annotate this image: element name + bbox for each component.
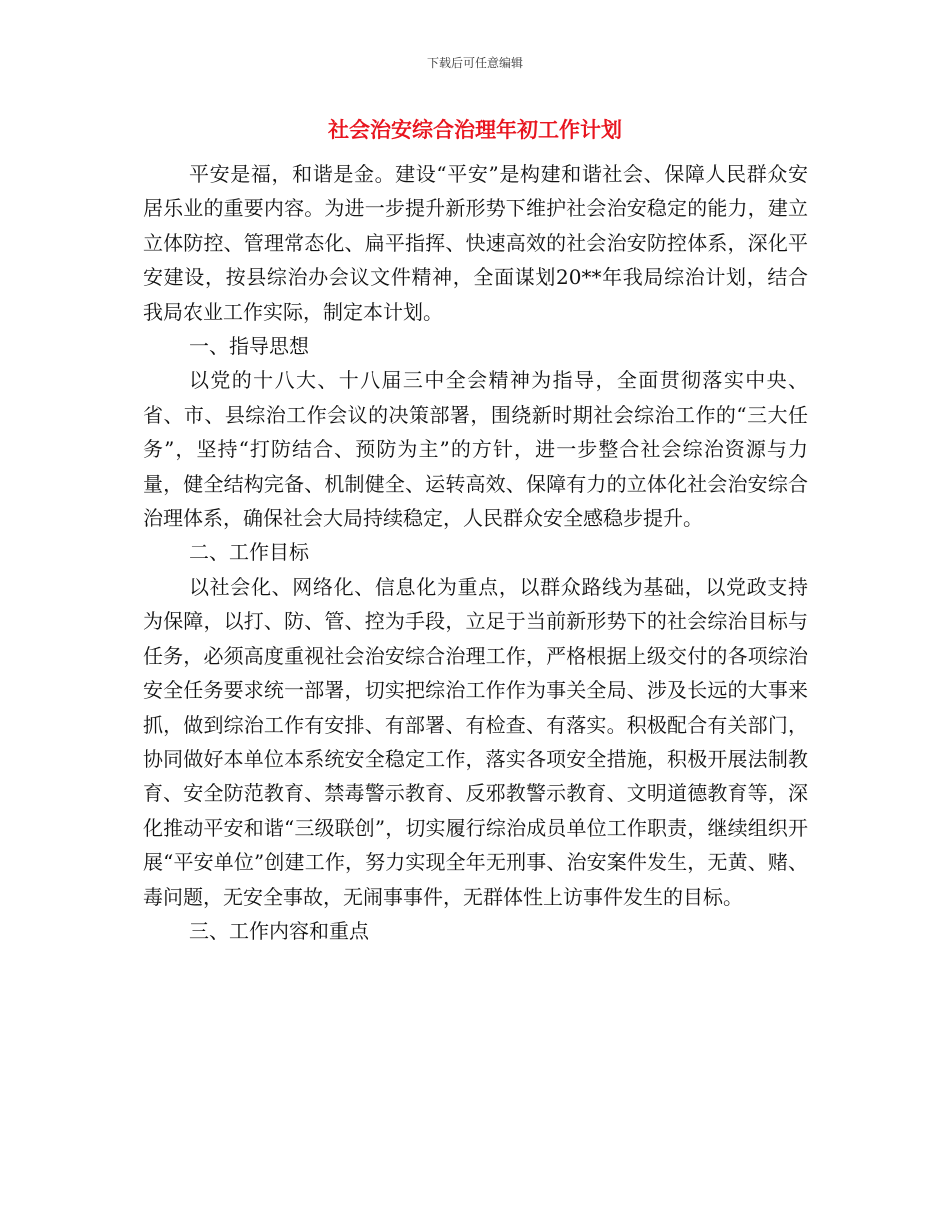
paragraph-intro: 平安是福，和谐是金。建设“平安”是构建和谐社会、保障人民群众安居乐业的重要内容。为进一步提升新形势下维护社会治安稳定的能力，建立立体防控、管理常态化、扁平指挥、快速高效的社会治安防控体系，深化平安建设，按县综治办会议文件精神，全面谋划20**年我局综治计划，结合我局农业工作实际，制定本计划。 [143, 162, 808, 324]
header-note: 下载后可任意编辑 [426, 56, 523, 70]
section-heading-work-content: 三、工作内容和重点 [189, 918, 369, 943]
document-body [143, 157, 808, 948]
paragraph-work-goals: 以社会化、网络化、信息化为重点，以群众路线为基础，以党政支持为保障，以打、防、管、控为手段，立足于当前新形势下的社会综治目标与任务，必须高度重视社会治安综合治理工作，严格根据上级交付的各项综治安全任务要求统一部署，切实把综治工作作为事关全局、涉及长远的大事来抓，做到综治工作有安排、有部署、有检查、有落实。积极配合有关部门，协同做好本单位本系统安全稳定工作，落实各项安全措施，积极开展法制教育、安全防范教育、禁毒警示教育、反邪教警示教育、文明道德教育等，深化推动平安和谐“三级联创”，切实履行综治成员单位工作职责，继续组织开展“平安单位”创建工作，努力实现全年无刑事、治安案件发生，无黄、赌、毒问题，无安全事故，无闹事事件，无群体性上访事件发生的目标。 [143, 574, 808, 909]
section-heading-work-goals: 二、工作目标 [189, 540, 309, 565]
document-title: 社会治安综合治理年初工作计划 [328, 117, 622, 142]
paragraph-guiding-ideology: 以党的十八大、十八届三中全会精神为指导，全面贯彻落实中央、省、市、县综治工作会议的决策部署，围绕新时期社会综治工作的“三大任务”，坚持“打防结合、预防为主”的方针，进一步整合社会综治资源与力量，健全结构完备、机制健全、运转高效、保障有力的立体化社会治安综合治理体系，确保社会大局持续稳定，人民群众安全感稳步提升。 [143, 368, 808, 531]
section-heading-guiding-ideology: 一、指导思想 [189, 334, 309, 359]
